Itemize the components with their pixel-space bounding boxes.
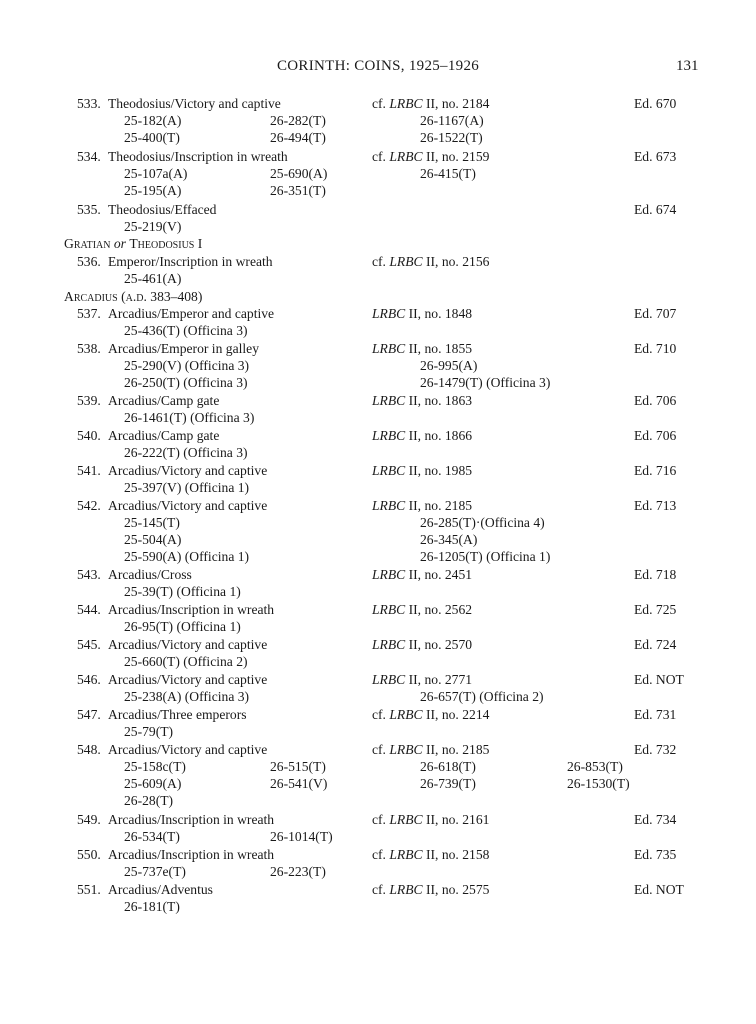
reference-number: II, no. 1855	[405, 341, 473, 356]
entry-description: Arcadius/Camp gate	[108, 393, 220, 408]
inventory-number: 25-436(T) (Officina 3)	[124, 323, 248, 338]
entry-number: 535.	[77, 202, 101, 217]
entry-description: Theodosius/Effaced	[108, 202, 217, 217]
lrbc-reference	[372, 497, 472, 514]
reference-catalogue: LRBC	[372, 463, 406, 478]
reference-prefix: cf.	[372, 254, 390, 269]
inventory-number: 26-494(T)	[270, 130, 326, 145]
entry-description: Arcadius/Three emperors	[108, 707, 247, 722]
lrbc-reference	[372, 253, 489, 270]
page-number: 131	[676, 58, 699, 74]
specimen-line	[0, 828, 756, 845]
entry-description: Arcadius/Cross	[108, 567, 192, 582]
edwards-reference: Ed. 674	[634, 202, 677, 217]
reference-prefix: cf.	[372, 96, 390, 111]
inventory-number: 26-618(T)	[420, 759, 476, 774]
entry-number: 538.	[77, 341, 101, 356]
edwards-reference: Ed. 724	[634, 637, 677, 652]
inventory-number: 26-28(T)	[124, 793, 174, 808]
edwards-reference: Ed. 710	[634, 341, 677, 356]
edwards-reference: Ed. 731	[634, 707, 677, 722]
edwards-reference: Ed. NOT	[634, 882, 684, 897]
specimen-line	[0, 548, 756, 565]
catalogue-entry-line	[0, 601, 756, 618]
catalogue-entry-line	[0, 741, 756, 758]
reference-number: II, no. 2184	[422, 96, 490, 111]
catalogue-entry-line	[0, 427, 756, 444]
inventory-number: 25-39(T) (Officina 1)	[124, 584, 241, 599]
specimen-line	[0, 758, 756, 775]
reference-number: II, no. 2771	[405, 672, 473, 687]
heading-ruler: Arcadius (a.d. 383–408)	[64, 289, 203, 304]
inventory-number: 25-397(V) (Officina 1)	[124, 480, 250, 495]
inventory-number: 25-182(A)	[124, 113, 182, 128]
edwards-reference: Ed. 732	[634, 742, 677, 757]
lrbc-reference	[372, 741, 489, 758]
inventory-number: 25-737e(T)	[124, 864, 186, 879]
specimen-line	[0, 653, 756, 670]
entry-description: Arcadius/Victory and captive	[108, 672, 268, 687]
edwards-reference: Ed. 706	[634, 393, 677, 408]
specimen-line	[0, 165, 756, 182]
entry-number: 541.	[77, 463, 101, 478]
catalogue-entry-line	[0, 811, 756, 828]
specimen-line	[0, 270, 756, 287]
specimen-line	[0, 409, 756, 426]
specimen-line	[0, 129, 756, 146]
inventory-number: 25-690(A)	[270, 166, 328, 181]
reference-catalogue: LRBC	[372, 672, 406, 687]
reference-number: II, no. 2570	[405, 637, 473, 652]
inventory-number: 26-1167(A)	[420, 113, 484, 128]
catalogue-entry-line	[0, 566, 756, 583]
catalogue-entry-line	[0, 846, 756, 863]
reference-prefix: cf.	[372, 847, 390, 862]
reference-number: II, no. 2575	[422, 882, 490, 897]
catalogue-entry-line	[0, 201, 756, 218]
inventory-number: 26-222(T) (Officina 3)	[124, 445, 248, 460]
inventory-number: 25-79(T)	[124, 724, 174, 739]
inventory-number: 26-853(T)	[567, 759, 623, 774]
entry-number: 536.	[77, 254, 101, 269]
inventory-number: 26-250(T) (Officina 3)	[124, 375, 248, 390]
catalogue-entry-line	[0, 305, 756, 322]
entry-description: Theodosius/Inscription in wreath	[108, 149, 288, 164]
inventory-number: 25-158c(T)	[124, 759, 186, 774]
reference-number: II, no. 2185	[405, 498, 473, 513]
edwards-reference: Ed. 673	[634, 149, 677, 164]
lrbc-reference	[372, 566, 472, 583]
entry-number: 547.	[77, 707, 101, 722]
entry-description: Arcadius/Victory and captive	[108, 463, 268, 478]
entry-number: 546.	[77, 672, 101, 687]
lrbc-reference	[372, 636, 472, 653]
section-heading	[0, 288, 756, 305]
inventory-number: 26-657(T) (Officina 2)	[420, 689, 544, 704]
catalogue-entry-line	[0, 253, 756, 270]
entry-number: 533.	[77, 96, 101, 111]
edwards-reference: Ed. 734	[634, 812, 677, 827]
catalogue-entry-line	[0, 636, 756, 653]
entry-number: 543.	[77, 567, 101, 582]
lrbc-reference	[372, 95, 489, 112]
reference-catalogue: LRBC	[372, 428, 406, 443]
reference-catalogue: LRBC	[389, 254, 423, 269]
entry-number: 537.	[77, 306, 101, 321]
specimen-line	[0, 688, 756, 705]
reference-catalogue: LRBC	[389, 812, 423, 827]
inventory-number: 25-461(A)	[124, 271, 182, 286]
running-title: CORINTH: COINS, 1925–1926	[276, 58, 480, 74]
reference-catalogue: LRBC	[372, 306, 406, 321]
entry-description: Emperor/Inscription in wreath	[108, 254, 273, 269]
edwards-reference: Ed. 706	[634, 428, 677, 443]
lrbc-reference	[372, 846, 489, 863]
catalogue-entry-line	[0, 706, 756, 723]
inventory-number: 26-1461(T) (Officina 3)	[124, 410, 255, 425]
reference-number: II, no. 2156	[422, 254, 490, 269]
inventory-number: 26-541(V)	[270, 776, 328, 791]
reference-catalogue: LRBC	[389, 707, 423, 722]
inventory-number: 26-1205(T) (Officina 1)	[420, 549, 551, 564]
entry-number: 539.	[77, 393, 101, 408]
inventory-number: 26-285(T)·(Officina 4)	[420, 515, 545, 530]
specimen-line	[0, 531, 756, 548]
entry-description: Arcadius/Emperor in galley	[108, 341, 259, 356]
inventory-number: 25-107a(A)	[124, 166, 188, 181]
reference-catalogue: LRBC	[389, 742, 423, 757]
entry-description: Arcadius/Victory and captive	[108, 742, 268, 757]
reference-number: II, no. 2158	[422, 847, 490, 862]
inventory-number: 25-290(V) (Officina 3)	[124, 358, 250, 373]
reference-prefix: cf.	[372, 707, 390, 722]
section-heading-text	[64, 235, 202, 252]
inventory-number: 25-195(A)	[124, 183, 182, 198]
section-heading-text	[64, 288, 202, 305]
entry-number: 549.	[77, 812, 101, 827]
lrbc-reference	[372, 305, 472, 322]
inventory-number: 26-1479(T) (Officina 3)	[420, 375, 551, 390]
heading-connector: or	[110, 236, 130, 251]
entry-description: Arcadius/Victory and captive	[108, 498, 268, 513]
entry-number: 534.	[77, 149, 101, 164]
entry-description: Arcadius/Victory and captive	[108, 637, 268, 652]
reference-number: II, no. 1985	[405, 463, 473, 478]
inventory-number: 26-351(T)	[270, 183, 326, 198]
reference-prefix: cf.	[372, 149, 390, 164]
edwards-reference: Ed. 713	[634, 498, 677, 513]
reference-catalogue: LRBC	[372, 341, 406, 356]
edwards-reference: Ed. 670	[634, 96, 677, 111]
catalogue-entry-line	[0, 392, 756, 409]
entry-number: 548.	[77, 742, 101, 757]
edwards-reference: Ed. 725	[634, 602, 677, 617]
inventory-number: 25-590(A) (Officina 1)	[124, 549, 250, 564]
lrbc-reference	[372, 462, 472, 479]
edwards-reference: Ed. NOT	[634, 672, 684, 687]
inventory-number: 25-504(A)	[124, 532, 182, 547]
inventory-number: 26-282(T)	[270, 113, 326, 128]
reference-number: II, no. 2562	[405, 602, 473, 617]
edwards-reference: Ed. 707	[634, 306, 677, 321]
reference-number: II, no. 2159	[422, 149, 490, 164]
specimen-line	[0, 479, 756, 496]
reference-catalogue: LRBC	[372, 567, 406, 582]
reference-number: II, no. 2451	[405, 567, 473, 582]
inventory-number: 26-1522(T)	[420, 130, 483, 145]
inventory-number: 26-345(A)	[420, 532, 478, 547]
specimen-line	[0, 898, 756, 915]
specimen-line	[0, 723, 756, 740]
reference-catalogue: LRBC	[389, 149, 423, 164]
inventory-number: 25-609(A)	[124, 776, 182, 791]
specimen-line	[0, 374, 756, 391]
specimen-line	[0, 863, 756, 880]
entry-description: Arcadius/Inscription in wreath	[108, 812, 275, 827]
inventory-number: 25-219(V)	[124, 219, 182, 234]
lrbc-reference	[372, 671, 472, 688]
inventory-number: 26-181(T)	[124, 899, 180, 914]
specimen-line	[0, 112, 756, 129]
catalogue-entry-line	[0, 462, 756, 479]
inventory-number: 25-145(T)	[124, 515, 180, 530]
entry-description: Theodosius/Victory and captive	[108, 96, 281, 111]
inventory-number: 25-400(T)	[124, 130, 180, 145]
specimen-line	[0, 775, 756, 792]
entry-description: Arcadius/Inscription in wreath	[108, 847, 275, 862]
reference-number: II, no. 1863	[405, 393, 473, 408]
entry-number: 540.	[77, 428, 101, 443]
inventory-number: 26-1014(T)	[270, 829, 333, 844]
specimen-line	[0, 514, 756, 531]
specimen-line	[0, 322, 756, 339]
specimen-line	[0, 792, 756, 809]
specimen-line	[0, 444, 756, 461]
edwards-reference: Ed. 718	[634, 567, 677, 582]
section-heading	[0, 235, 756, 252]
reference-catalogue: LRBC	[372, 498, 406, 513]
inventory-number: 25-238(A) (Officina 3)	[124, 689, 250, 704]
inventory-number: 26-415(T)	[420, 166, 476, 181]
lrbc-reference	[372, 392, 472, 409]
entry-description: Arcadius/Emperor and captive	[108, 306, 275, 321]
specimen-line	[0, 618, 756, 635]
inventory-number: 26-1530(T)	[567, 776, 630, 791]
catalogue-entry-line	[0, 671, 756, 688]
reference-catalogue: LRBC	[372, 393, 406, 408]
entry-number: 545.	[77, 637, 101, 652]
inventory-number: 26-995(A)	[420, 358, 478, 373]
reference-number: II, no. 2214	[422, 707, 490, 722]
inventory-number: 26-95(T) (Officina 1)	[124, 619, 241, 634]
heading-ruler-alt: Theodosius I	[129, 236, 203, 251]
catalogue-entry-line	[0, 881, 756, 898]
reference-number: II, no. 1848	[405, 306, 473, 321]
entry-description: Arcadius/Inscription in wreath	[108, 602, 275, 617]
reference-number: II, no. 1866	[405, 428, 473, 443]
entry-number: 550.	[77, 847, 101, 862]
reference-catalogue: LRBC	[389, 847, 423, 862]
specimen-line	[0, 583, 756, 600]
catalogue-entry-line	[0, 497, 756, 514]
reference-catalogue: LRBC	[372, 602, 406, 617]
reference-prefix: cf.	[372, 742, 390, 757]
inventory-number: 26-515(T)	[270, 759, 326, 774]
edwards-reference: Ed. 735	[634, 847, 677, 862]
reference-prefix: cf.	[372, 882, 390, 897]
specimen-line	[0, 218, 756, 235]
entry-number: 544.	[77, 602, 101, 617]
reference-catalogue: LRBC	[389, 96, 423, 111]
entry-number: 551.	[77, 882, 101, 897]
inventory-number: 26-739(T)	[420, 776, 476, 791]
reference-number: II, no. 2185	[422, 742, 490, 757]
lrbc-reference	[372, 706, 489, 723]
catalogue-entry-line	[0, 148, 756, 165]
specimen-line	[0, 357, 756, 374]
lrbc-reference	[372, 881, 489, 898]
entry-description: Arcadius/Camp gate	[108, 428, 220, 443]
lrbc-reference	[372, 811, 489, 828]
reference-catalogue: LRBC	[372, 637, 406, 652]
edwards-reference: Ed. 716	[634, 463, 677, 478]
lrbc-reference	[372, 427, 472, 444]
reference-prefix: cf.	[372, 812, 390, 827]
reference-number: II, no. 2161	[422, 812, 490, 827]
lrbc-reference	[372, 148, 489, 165]
inventory-number: 25-660(T) (Officina 2)	[124, 654, 248, 669]
entry-description: Arcadius/Adventus	[108, 882, 213, 897]
inventory-number: 26-223(T)	[270, 864, 326, 879]
lrbc-reference	[372, 340, 472, 357]
reference-catalogue: LRBC	[389, 882, 423, 897]
lrbc-reference	[372, 601, 472, 618]
catalogue-entry-line	[0, 340, 756, 357]
specimen-line	[0, 182, 756, 199]
inventory-number: 26-534(T)	[124, 829, 180, 844]
catalogue-entry-line	[0, 95, 756, 112]
heading-ruler: Gratian	[64, 236, 111, 251]
entry-number: 542.	[77, 498, 101, 513]
